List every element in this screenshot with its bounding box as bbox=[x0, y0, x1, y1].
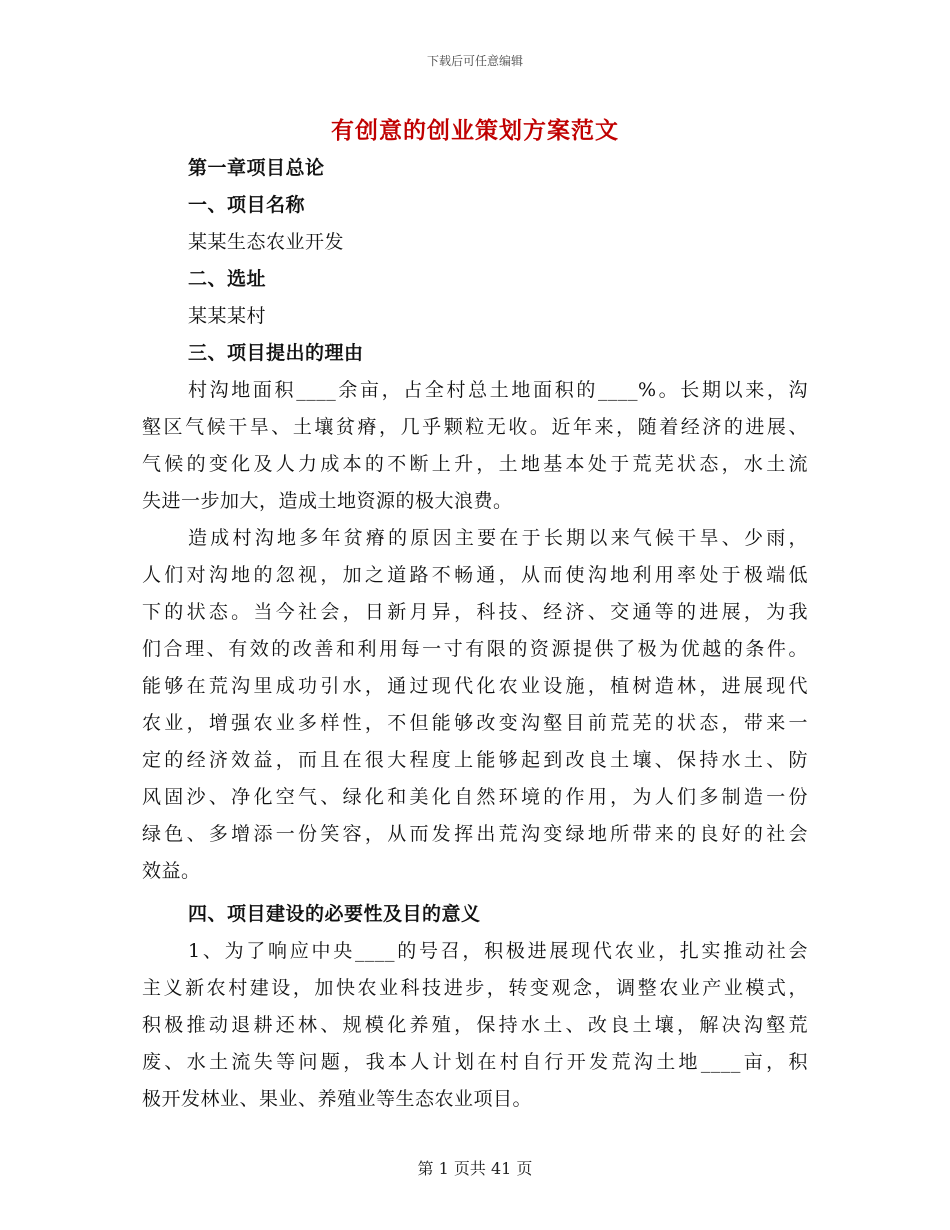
reasons-paragraph-1 bbox=[142, 372, 808, 520]
paragraph-line: 气候的变化及人力成本的不断上升，土地基本处于荒芜状态，水土流 bbox=[142, 453, 808, 475]
paragraph-line: 能够在荒沟里成功引水，通过现代化农业设施，植树造林，进展现代 bbox=[142, 675, 808, 697]
paragraph-line: 定的经济效益，而且在很大程度上能够起到改良土壤、保持水土、防 bbox=[142, 749, 808, 771]
paragraph-line: 1、为了响应中央____的号召，积极进展现代农业，扎实推动社会 bbox=[188, 940, 808, 962]
section-heading-reasons: 三、项目提出的理由 bbox=[188, 342, 364, 364]
paragraph-line: 绿色、多增添一份笑容，从而发挥出荒沟变绿地所带来的良好的社会 bbox=[142, 823, 808, 845]
paragraph-line: 积极推动退耕还林、规模化养殖，保持水土、改良土壤，解决沟壑荒 bbox=[142, 1014, 808, 1036]
section-heading-location: 二、选址 bbox=[188, 268, 267, 290]
paragraph-line: 主义新农村建设，加快农业科技进步，转变观念，调整农业产业模式， bbox=[142, 977, 808, 999]
paragraph-line: 农业，增强农业多样性，不但能够改变沟壑目前荒芜的状态，带来一 bbox=[142, 712, 808, 734]
project-name-text: 某某生态农业开发 bbox=[188, 231, 345, 253]
chapter-heading: 第一章项目总论 bbox=[188, 157, 325, 179]
section-heading-name: 一、项目名称 bbox=[188, 194, 306, 216]
paragraph-line: 壑区气候干旱、土壤贫瘠，几乎颗粒无收。近年来，随着经济的进展、 bbox=[142, 416, 808, 438]
paragraph-line: 失进一步加大，造成土地资源的极大浪费。 bbox=[142, 490, 513, 512]
section-heading-necessity: 四、项目建设的必要性及目的意义 bbox=[188, 903, 481, 925]
page-number: 第 1 页共 41 页 bbox=[417, 1159, 533, 1178]
paragraph-line: 下的状态。当今社会，日新月异，科技、经济、交通等的进展，为我 bbox=[142, 601, 808, 623]
location-text: 某某某村 bbox=[188, 305, 267, 327]
paragraph-line: 村沟地面积____余亩，占全村总土地面积的____%。长期以来，沟 bbox=[188, 379, 808, 401]
reasons-paragraph-2 bbox=[142, 520, 808, 890]
document-title: 有创意的创业策划方案范文 bbox=[331, 117, 619, 144]
paragraph-line: 人们对沟地的忽视，加之道路不畅通，从而使沟地利用率处于极端低 bbox=[142, 564, 808, 586]
paragraph-line: 极开发林业、果业、养殖业等生态农业项目。 bbox=[142, 1088, 533, 1110]
paragraph-line: 风固沙、净化空气、绿化和美化自然环境的作用，为人们多制造一份 bbox=[142, 786, 808, 808]
document-body bbox=[142, 150, 808, 1118]
paragraph-line: 造成村沟地多年贫瘠的原因主要在于长期以来气候干旱、少雨， bbox=[188, 527, 808, 549]
paragraph-line: 效益。 bbox=[142, 860, 201, 882]
paragraph-line: 们合理、有效的改善和利用每一寸有限的资源提供了极为优越的条件。 bbox=[142, 638, 808, 660]
page-header-note: 下载后可任意编辑 bbox=[426, 54, 523, 68]
necessity-paragraph-1 bbox=[142, 933, 808, 1118]
paragraph-line: 废、水土流失等问题，我本人计划在村自行开发荒沟土地____亩，积 bbox=[142, 1051, 808, 1073]
